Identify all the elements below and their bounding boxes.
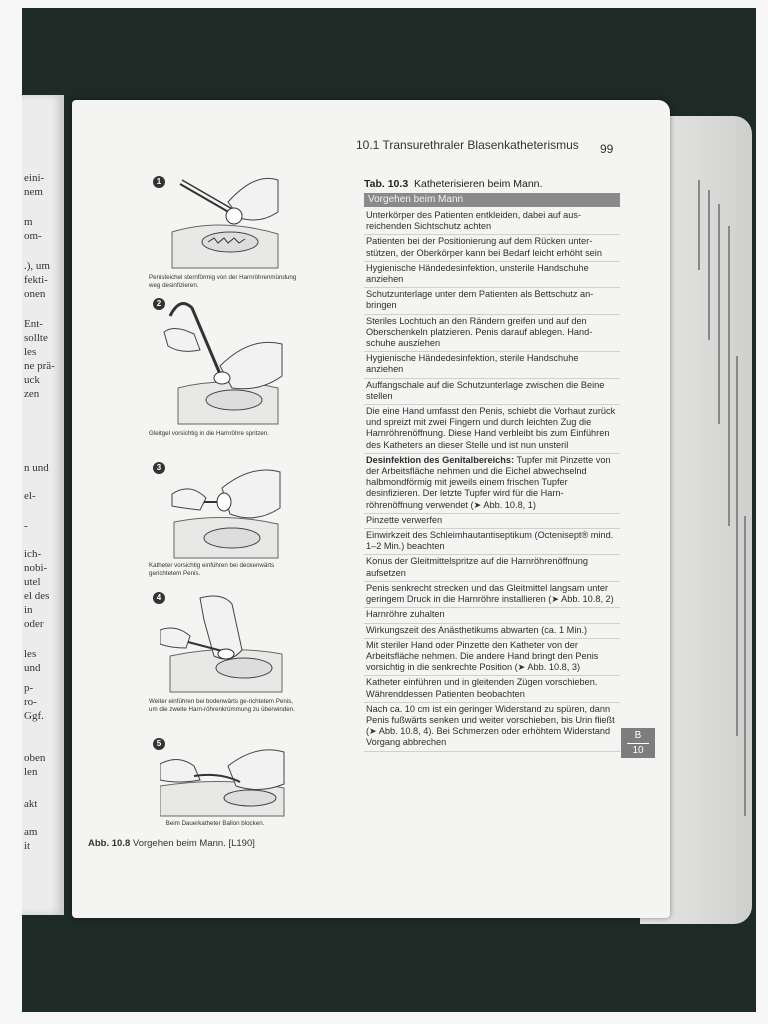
previous-page-fragment: om-: [24, 230, 42, 242]
table-row: [364, 315, 620, 353]
table-row-text: Schutzunterlage unter dem Patienten als Bettschutz an-bringen: [366, 289, 594, 311]
scan-border-right: [756, 0, 768, 1024]
previous-page-fragment: utel: [24, 576, 41, 588]
balloon-blocking-illustration: [160, 736, 290, 818]
previous-page-fragment: nobi-: [24, 562, 48, 574]
edge-mark: [736, 356, 738, 736]
table-row-text: Pinzette verwerfen: [366, 514, 443, 525]
edge-mark: [744, 516, 746, 816]
previous-page-fragment: oben: [24, 752, 46, 764]
table-row-text: Unterkörper des Patienten entkleiden, dabei auf aus-reichenden Sichtschutz achten: [366, 210, 582, 232]
previous-page-fragment: in: [24, 604, 33, 616]
scan-border-top: [0, 0, 768, 8]
step-number-badge: 5: [153, 738, 165, 750]
table-label: Tab. 10.3: [364, 178, 409, 190]
figure-caption: Beim Dauerkatheter Ballon blocken.: [165, 820, 265, 827]
previous-page-fragment: zen: [24, 388, 40, 400]
table-row: [364, 235, 620, 261]
chapter-thumb-tab: [621, 728, 655, 758]
figure-10-8: [140, 172, 300, 842]
previous-page-fragment: .), um: [24, 260, 50, 272]
table-row: [364, 379, 620, 405]
previous-page-fragment: nem: [24, 186, 43, 198]
table-row: [364, 608, 620, 623]
table-row-text: Die eine Hand umfasst den Penis, schiebt die Vorhaut zurück und spreizt mit zwei Fingern und durch leichten Zug die Harnröhrenöffnung. Diese Hand verbleibt bis zum Einführen des Katheters an dieser Stelle und ist nun unsteril: [366, 406, 616, 450]
chapter-part-label: B: [634, 730, 642, 741]
step-number-badge: 4: [153, 592, 165, 604]
thumb-tab-divider: [627, 743, 649, 744]
previous-page-fragment: und: [24, 662, 41, 674]
previous-page-fragment: el-: [24, 490, 36, 502]
chapter-number-label: 10: [632, 745, 644, 756]
table-row-text: Hygienische Händedesinfektion, unsterile Handschuhe anziehen: [366, 262, 589, 285]
previous-page-fragment: oder: [24, 618, 44, 630]
lubricant-illustration: [160, 296, 290, 426]
edge-mark: [718, 204, 720, 424]
previous-page-fragment: el des: [24, 590, 50, 602]
table-row-text: Harnröhre zuhalten: [366, 609, 445, 620]
previous-page-fragment: -: [24, 520, 28, 532]
previous-page-fragment: sollte: [24, 332, 48, 344]
previous-page-fragment: les: [24, 648, 37, 660]
table-row-text: Penis senkrecht strecken und das Gleitmittel langsam unter geringem Druck in die Harnröhre installieren (➤ Abb. 10.8, 2): [366, 582, 614, 605]
table-row: [364, 262, 620, 288]
previous-page-fragment: akt: [24, 798, 38, 810]
previous-page-fragment: onen: [24, 288, 46, 300]
figure-caption: Katheter vorsichtig einführen bei deckenwärts gerichtetem Penis.: [149, 562, 275, 577]
table-row-text: Konus der Gleitmittelspritze auf die Harnröhrenöffnung aufsetzen: [366, 556, 588, 578]
figure-caption: Weiter einführen bei bodenwärts ge-richtetem Penis, um die zweite Harn-röhrenkrümmung zu überwinden.: [149, 698, 295, 713]
edge-mark: [728, 226, 730, 526]
previous-page-fragment: fekti-: [24, 274, 48, 286]
catheter-insertion-illustration: [160, 464, 290, 560]
table-row: [364, 405, 620, 454]
table-row: [364, 209, 620, 235]
running-head: 10.1 Transurethraler Blasenkatheterismus: [356, 138, 579, 152]
figure-title-text: Vorgehen beim Mann. [L190]: [132, 838, 255, 849]
previous-page-fragment: it: [24, 840, 31, 852]
previous-page-fragment: len: [24, 766, 38, 778]
table-row-text: Hygienische Händedesinfektion, sterile Handschuhe anziehen: [366, 353, 579, 375]
figure-title: [88, 838, 255, 849]
step-number-badge: 1: [153, 176, 165, 188]
table-row: [364, 639, 620, 677]
table-row-text: Tupfer mit Pinzette von der Arbeitsfläche nehmen und die Eichel abwechselnd halbmondförmig mit jeweils einem frischen Tupfer desinfizieren. Der letzte Tupfer wird für die Harn-röhrenöffnung verwendet (➤ Abb. 10.8, 1): [366, 454, 611, 510]
table-row: [364, 352, 620, 378]
previous-page-fragment: n und: [24, 462, 49, 474]
previous-page-fragment: Ggf.: [24, 710, 44, 722]
step-number-badge: 3: [153, 462, 165, 474]
previous-page-fragment: eini-: [24, 172, 45, 184]
figure-label: Abb. 10.8: [88, 838, 131, 849]
edge-mark: [698, 180, 700, 270]
table-10-3: [364, 178, 620, 752]
figure-caption: Gleitgel vorsichtig in die Harnröhre spritzen.: [149, 430, 270, 437]
previous-page-text-fragments: [22, 0, 66, 1024]
table-row-text: Auffangschale auf die Schutzunterlage zwischen die Beine stellen: [366, 379, 605, 401]
scan-border-bottom: [0, 1012, 768, 1024]
table-row-text: Nach ca. 10 cm ist ein geringer Widerstand zu spüren, dann Penis fußwärts senken und weiter vorschieben, bis Urin fließt (➤ Abb. 10.8, 4). Bei Schmerzen oder erhöhtem Widerstand Vorgang abbrechen: [366, 703, 615, 748]
previous-page-fragment: uck: [24, 374, 40, 386]
table-row: [364, 624, 620, 639]
table-row-text: Katheter einführen und in gleitenden Zügen vorschieben. Währenddessen Patienten beobachten: [366, 677, 598, 699]
table-row: [364, 529, 620, 555]
table-row: [364, 288, 620, 314]
previous-page-fragment: ich-: [24, 548, 42, 560]
table-row: [364, 555, 620, 581]
table-row-text: Einwirkzeit des Schleimhautantiseptikum (Octenisept® mind. 1–2 Min.) beachten: [366, 530, 614, 552]
table-row: [364, 703, 620, 752]
previous-page-fragment: ro-: [24, 696, 37, 708]
edge-mark: [708, 190, 710, 340]
previous-page-fragment: Ent-: [24, 318, 43, 330]
previous-page-fragment: les: [24, 346, 37, 358]
previous-page-fragment: ne prä-: [24, 360, 55, 372]
table-row: [364, 514, 620, 529]
catheter-advance-illustration: [160, 590, 290, 694]
table-row-text: Steriles Lochtuch an den Rändern greifen und auf den Oberschenkeln platzieren. Penis darauf ablegen. Hand-schuhe ausziehen: [366, 315, 593, 349]
table-title-text: Katheterisieren beim Mann.: [414, 178, 543, 190]
table-title: [364, 178, 620, 190]
table-row: [364, 454, 620, 514]
table-row-text: Wirkungszeit des Anästhetikums abwarten (ca. 1 Min.): [366, 624, 588, 635]
scan-border-left: [0, 0, 22, 1024]
previous-page-fragment: p-: [24, 682, 34, 694]
table-row-text: Mit steriler Hand oder Pinzette den Katheter von der Arbeitsfläche nehmen. Die andere Hand bringt den Penis vorsichtig in die senkrechte Position (➤ Abb. 10.8, 3): [366, 639, 599, 673]
previous-page-fragment: m: [24, 216, 33, 228]
table-rows: [364, 209, 620, 752]
table-row: [364, 676, 620, 702]
table-row-text: Patienten bei der Positionierung auf dem Rücken unter-stützen, der Oberkörper kann bei Bedarf leicht erhöht sein: [366, 236, 602, 258]
table-row: [364, 582, 620, 608]
step-number-badge: 2: [153, 298, 165, 310]
table-header: Vorgehen beim Mann: [364, 193, 620, 207]
disinfection-illustration: [160, 172, 290, 270]
previous-page-fragment: am: [24, 826, 38, 838]
page-number: 99: [600, 142, 614, 156]
table-row-bold-lead: Desinfektion des Genitalbereichs:: [366, 454, 515, 465]
figure-caption: Penisteichel sternförmig von der Harnröhrenmündung weg desinfizieren.: [149, 274, 297, 289]
